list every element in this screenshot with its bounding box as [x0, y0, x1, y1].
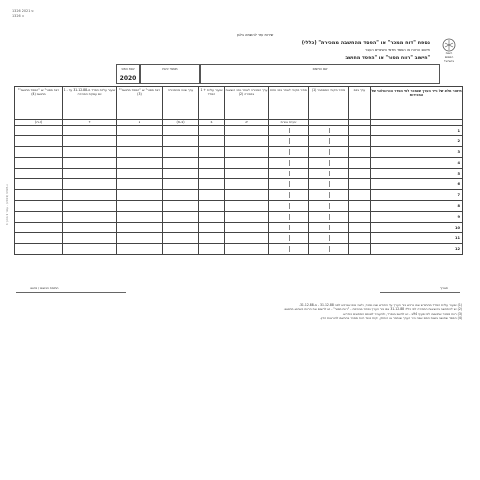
column-letter: ד [63, 120, 117, 126]
value-cell[interactable] [117, 125, 163, 136]
value-cell[interactable] [225, 136, 269, 147]
footnotes [16, 303, 462, 321]
value-cell[interactable] [349, 233, 371, 244]
value-cell[interactable] [15, 157, 63, 168]
amount-cell[interactable] [309, 201, 349, 212]
amount-cell[interactable] [309, 233, 349, 244]
column-header: "רווח מסור" או "הפסד מחושב" מחושב (4) [15, 87, 63, 120]
row-description-cell[interactable] [371, 211, 463, 222]
amount-cell[interactable] [269, 190, 309, 201]
amount-cell[interactable] [309, 244, 349, 255]
value-cell[interactable] [349, 201, 371, 212]
value-cell[interactable] [225, 244, 269, 255]
form-heading: חישוב "רווח מסור" או "הפסד מחושב" [345, 56, 430, 61]
value-cell[interactable] [163, 136, 199, 147]
amount-cell[interactable] [309, 125, 349, 136]
column-letter: (ב-א) [163, 120, 199, 126]
value-cell[interactable] [15, 222, 63, 233]
value-cell[interactable] [163, 190, 199, 201]
value-cell[interactable] [225, 147, 269, 158]
value-cell[interactable] [63, 233, 117, 244]
column-header: 1 - שיעור עליית המדד מ-31.12.88 עד יום עסקת המכירה [63, 87, 117, 120]
value-cell[interactable] [117, 201, 163, 212]
service-line: שירות עזר להשמה בלבן [236, 33, 274, 37]
value-cell[interactable] [117, 168, 163, 179]
value-cell[interactable] [349, 136, 371, 147]
column-header: 1 + שיעור עליית המדד [199, 87, 225, 120]
row-description-cell[interactable] [371, 168, 463, 179]
value-cell[interactable] [117, 157, 163, 168]
table-row [15, 201, 463, 212]
value-cell[interactable] [199, 125, 225, 136]
row-number: 12 [454, 247, 460, 252]
value-cell[interactable] [117, 233, 163, 244]
amount-cell[interactable] [309, 157, 349, 168]
amount-cell[interactable] [309, 136, 349, 147]
form-code: 1326 פ 2021 [12, 9, 34, 13]
row-number: 11 [454, 236, 460, 241]
value-cell[interactable] [225, 222, 269, 233]
value-cell[interactable] [349, 168, 371, 179]
value-cell[interactable] [199, 244, 225, 255]
table-row [15, 233, 463, 244]
row-number: 8 [457, 204, 460, 209]
column-letter: (ו-ה) [15, 120, 63, 126]
org-name-3: בישראל [444, 59, 454, 63]
column-header: מחיר מקורי המסתבר (1) [309, 87, 349, 120]
value-cell[interactable] [63, 244, 117, 255]
row-number: 4 [457, 160, 460, 165]
column-letter: ב [199, 120, 225, 126]
value-cell[interactable] [225, 157, 269, 168]
id-number-label: מספר זהות [162, 67, 178, 71]
value-cell[interactable] [225, 201, 269, 212]
table-row [15, 168, 463, 179]
column-header: ערך ביום [349, 87, 371, 120]
table-row [15, 179, 463, 190]
row-description-cell[interactable] [371, 233, 463, 244]
side-note: ה-1326 (2021) - עמוד 1 מתוך 1 [5, 183, 9, 225]
row-number: 9 [457, 214, 460, 219]
row-description-cell[interactable] [371, 136, 463, 147]
value-cell[interactable] [225, 168, 269, 179]
table-row [15, 190, 463, 201]
value-cell[interactable] [15, 125, 63, 136]
value-cell[interactable] [163, 201, 199, 212]
column-header: ערך שווה מהמכירה [163, 87, 199, 120]
row-description-cell[interactable] [371, 222, 463, 233]
value-cell[interactable] [63, 125, 117, 136]
value-cell[interactable] [349, 125, 371, 136]
value-cell[interactable] [163, 168, 199, 179]
value-cell[interactable] [117, 190, 163, 201]
value-cell[interactable] [349, 147, 371, 158]
value-cell[interactable] [349, 179, 371, 190]
org-name-2: המסים [444, 55, 454, 59]
row-number: 10 [454, 225, 460, 230]
amount-cell[interactable] [269, 179, 309, 190]
amount-cell[interactable] [309, 168, 349, 179]
table-row [15, 125, 463, 136]
value-cell[interactable] [199, 147, 225, 158]
value-cell[interactable] [199, 222, 225, 233]
org-name-1: רשות [445, 51, 453, 55]
row-number: 6 [457, 182, 460, 187]
date-label: תאריך [440, 286, 448, 290]
value-cell[interactable] [63, 147, 117, 158]
amount-cell[interactable] [269, 244, 309, 255]
amount-cell[interactable] [269, 233, 309, 244]
value-cell[interactable] [349, 211, 371, 222]
amount-cell[interactable] [269, 147, 309, 158]
value-cell[interactable] [199, 168, 225, 179]
amount-cell[interactable] [309, 147, 349, 158]
value-cell[interactable] [163, 179, 199, 190]
value-cell[interactable] [15, 147, 63, 158]
value-cell[interactable] [225, 211, 269, 222]
value-cell[interactable] [163, 233, 199, 244]
value-cell[interactable] [225, 125, 269, 136]
value-cell[interactable] [349, 222, 371, 233]
row-number: 5 [457, 171, 460, 176]
row-number: 1 [457, 128, 460, 133]
value-cell[interactable] [225, 179, 269, 190]
amount-cell[interactable] [269, 168, 309, 179]
value-cell[interactable] [225, 233, 269, 244]
value-cell[interactable] [15, 136, 63, 147]
value-cell[interactable] [63, 211, 117, 222]
row-number: 2 [457, 139, 460, 144]
value-cell[interactable] [163, 244, 199, 255]
value-cell[interactable] [63, 168, 117, 179]
footnote: (1) שיעור עליית המדד מהחודש שבו נרכש נייר הערך עד החודש שבו נמכר, ולגבי נכס שנרכש לפני 31.12.88 - מ-31.12.88. [298, 303, 462, 307]
value-cell[interactable] [63, 157, 117, 168]
row-number: 3 [457, 150, 460, 155]
row-description-cell[interactable] [371, 201, 463, 212]
value-cell[interactable] [117, 222, 163, 233]
row-description-cell[interactable] [371, 244, 463, 255]
form-subtitle: חישוב הרווח או הפסד מדמי השינויים העבר [364, 48, 430, 52]
table-header-row [15, 87, 463, 120]
amount-cell[interactable] [309, 190, 349, 201]
value-cell[interactable] [199, 190, 225, 201]
amount-cell[interactable] [269, 222, 309, 233]
value-cell[interactable] [63, 179, 117, 190]
value-cell[interactable] [117, 244, 163, 255]
table-row [15, 157, 463, 168]
value-cell[interactable] [15, 201, 63, 212]
form-code-secondary: 1326 ה [12, 14, 24, 18]
sublabel-agorot: אגורות [280, 120, 289, 124]
value-cell[interactable] [163, 125, 199, 136]
value-cell[interactable] [199, 201, 225, 212]
row-description-cell[interactable] [371, 190, 463, 201]
value-cell[interactable] [349, 190, 371, 201]
id-number-field[interactable] [140, 64, 200, 84]
value-cell[interactable] [199, 179, 225, 190]
row-description-cell[interactable] [371, 147, 463, 158]
footnote: (3) רווח ממכר שחישובו לפי סעיף 94ב - יש לחשב בנפרד, ולהעביר לטופס המתאים כנדרש. [342, 311, 462, 316]
column-header: ערך המכירה לאחר ניכוי הוצאות במכירה (2) [225, 87, 269, 120]
table-row [15, 147, 463, 158]
value-cell[interactable] [199, 211, 225, 222]
amount-cell[interactable] [269, 136, 309, 147]
securities-table [14, 86, 463, 255]
value-cell[interactable] [117, 147, 163, 158]
amount-cell[interactable] [309, 211, 349, 222]
amount-cell[interactable] [309, 222, 349, 233]
value-cell[interactable] [15, 179, 63, 190]
amount-cell[interactable] [269, 125, 309, 136]
value-cell[interactable] [349, 157, 371, 168]
row-number: 7 [457, 193, 460, 198]
year-label: שנת המס [121, 67, 135, 71]
value-cell[interactable] [163, 222, 199, 233]
sublabel-shekels: שקלים [288, 120, 297, 124]
table-row [15, 136, 463, 147]
value-cell[interactable] [63, 201, 117, 212]
amount-cell[interactable] [269, 211, 309, 222]
value-cell[interactable] [15, 190, 63, 201]
amount-cell[interactable] [269, 157, 309, 168]
value-cell[interactable] [199, 233, 225, 244]
footnote: (4) הפסד שחושב בשנת המס שבה נייר הערך שנמכר או הוחזק, יקוזז כנגד רווח ממכר בהתאם להוראות הדין. [319, 316, 462, 321]
amount-cell[interactable] [269, 201, 309, 212]
signature-line[interactable] [16, 292, 126, 293]
value-cell[interactable] [163, 147, 199, 158]
row-description-cell[interactable] [371, 157, 463, 168]
value-cell[interactable] [15, 211, 63, 222]
year-value: 2020 [119, 75, 137, 82]
table-row [15, 222, 463, 233]
year-field[interactable] [116, 64, 140, 84]
value-cell[interactable] [117, 136, 163, 147]
value-cell[interactable] [117, 211, 163, 222]
value-cell[interactable] [117, 179, 163, 190]
value-cell[interactable] [349, 244, 371, 255]
row-description-cell[interactable] [371, 125, 463, 136]
value-cell[interactable] [199, 136, 225, 147]
column-header: "רווח מסור" או "הפסד מחושב" (3) [117, 87, 163, 120]
row-description-cell[interactable] [371, 179, 463, 190]
amount-cell[interactable] [309, 179, 349, 190]
value-cell[interactable] [15, 244, 63, 255]
signature-label: חתימת הנישום / מייצגו [30, 286, 59, 290]
taxpayer-name-field[interactable] [200, 64, 440, 84]
table-row [15, 211, 463, 222]
taxpayer-name-label: שם הנישום [312, 67, 328, 71]
value-cell[interactable] [163, 211, 199, 222]
column-letter: א [225, 120, 269, 126]
column-header: מחיר מקורי לאחר ניכוי פחת [269, 87, 309, 120]
value-cell[interactable] [199, 157, 225, 168]
value-cell[interactable] [63, 136, 117, 147]
value-cell[interactable] [225, 190, 269, 201]
form-title: נספח "דוח ממכר" או "הפסד מהחשבה ממכירת" (כללי) [301, 40, 430, 46]
table-row [15, 244, 463, 255]
value-cell[interactable] [163, 157, 199, 168]
value-cell[interactable] [15, 168, 63, 179]
value-cell[interactable] [63, 190, 117, 201]
value-cell[interactable] [63, 222, 117, 233]
date-line[interactable] [380, 292, 460, 293]
value-cell[interactable] [15, 233, 63, 244]
footnote: (2) יש להתחשב בהוצאות המכירה לפי כללי 31.12.88 אם נייר הערך נסחר בבורסה - "רווח מסור" - יש לרשום את הרווח כשהוא מחושב. [283, 307, 462, 312]
column-letter: ג [117, 120, 163, 126]
column-header: תיאור מלא של נייר הערך שנמכר לפי הסדר הכרונולוגי של המכירות [371, 87, 463, 120]
